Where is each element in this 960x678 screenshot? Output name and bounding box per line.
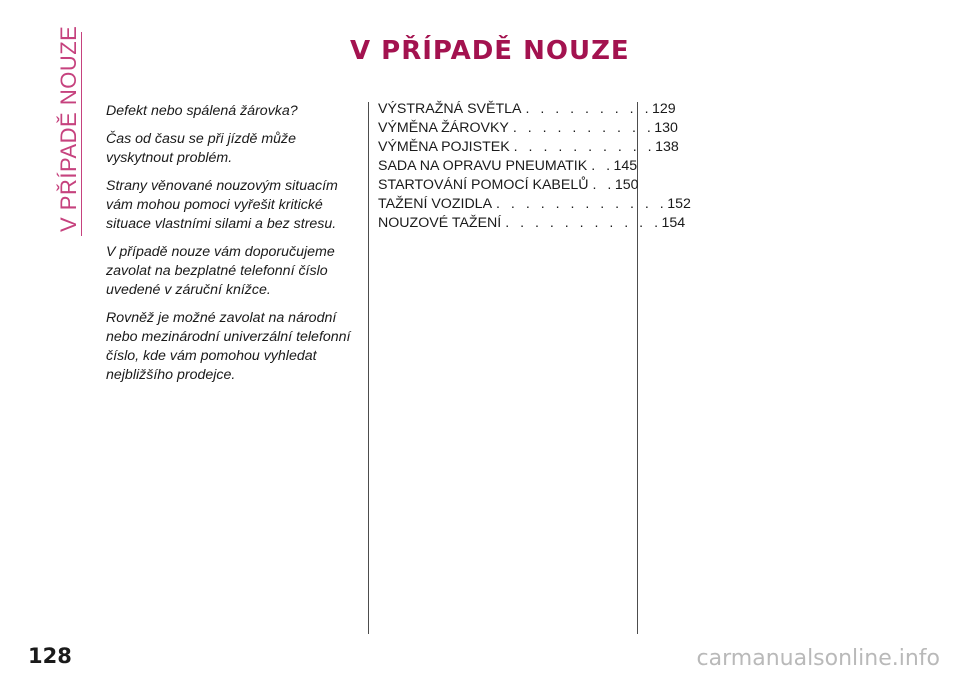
toc-entry-leader: . . <box>591 158 614 174</box>
toc-entry-page: 130 <box>654 120 678 136</box>
intro-paragraph: Strany věnované nouzovým situacím vám mohou pomoci vyřešit kritické situace vlastními silami a bez stresu. <box>106 178 338 232</box>
intro-paragraph: Čas od času se při jízdě může vyskytnout problém. <box>106 131 297 166</box>
table-of-contents <box>378 100 691 233</box>
toc-entry-leader: . . . . . . . . . . . . <box>496 196 668 212</box>
toc-entry-page: 129 <box>652 101 676 117</box>
toc-entry-page: 154 <box>661 215 686 231</box>
column-divider <box>368 102 369 634</box>
toc-entry-page: 145 <box>613 158 638 174</box>
toc-entry-jump-starting[interactable] <box>378 176 639 195</box>
intro-text <box>106 102 356 394</box>
toc-entry-page: 150 <box>614 177 639 193</box>
toc-entry-bulb-replacement[interactable] <box>378 119 678 138</box>
toc-entry-leader: . . . . . . . . . . <box>512 120 655 136</box>
toc-entry-label: SADA NA OPRAVU PNEUMATIK <box>378 158 588 174</box>
toc-entry-leader: . . . . . . . . . . <box>513 139 656 155</box>
toc-entry-emergency-towing[interactable] <box>378 214 686 233</box>
toc-entry-tyre-repair-kit[interactable] <box>378 157 638 176</box>
toc-entry-page: 152 <box>667 196 691 212</box>
watermark: carmanualsonline.info <box>696 646 940 671</box>
page-number: 128 <box>28 644 72 668</box>
chapter-title: V PŘÍPADĚ NOUZE <box>350 36 630 66</box>
toc-entry-leader: . . <box>592 177 615 193</box>
intro-paragraph: Rovněž je možné zavolat na národní nebo mezinárodní univerzální telefonní číslo, kde vám pomohou vyhledat nejbližšího prodejce. <box>106 310 351 383</box>
side-tab-rule <box>81 32 82 236</box>
toc-entry-warning-lights[interactable] <box>378 100 676 119</box>
toc-entry-page: 138 <box>655 139 679 155</box>
toc-entry-label: NOUZOVÉ TAŽENÍ <box>378 215 502 231</box>
toc-entry-label: VÝMĚNA POJISTEK <box>378 139 510 155</box>
toc-entry-label: STARTOVÁNÍ POMOCÍ KABELŮ <box>378 177 589 193</box>
toc-entry-vehicle-towing[interactable] <box>378 195 691 214</box>
toc-entry-label: TAŽENÍ VOZIDLA <box>378 196 493 212</box>
toc-entry-leader: . . . . . . . . . <box>525 101 653 117</box>
toc-entry-label: VÝMĚNA ŽÁROVKY <box>378 120 509 136</box>
toc-entry-fuse-replacement[interactable] <box>378 138 679 157</box>
side-tab-label: V PŘÍPADĚ NOUZE <box>56 25 81 232</box>
toc-entry-label: VÝSTRAŽNÁ SVĚTLA <box>378 101 522 117</box>
side-tab <box>56 25 84 232</box>
intro-paragraph: Defekt nebo spálená žárovka? <box>106 103 298 119</box>
toc-entry-leader: . . . . . . . . . . . <box>505 215 662 231</box>
intro-paragraph: V případě nouze vám doporučujeme zavolat na bezplatné telefonní číslo uvedené v záruční knížce. <box>106 244 335 298</box>
